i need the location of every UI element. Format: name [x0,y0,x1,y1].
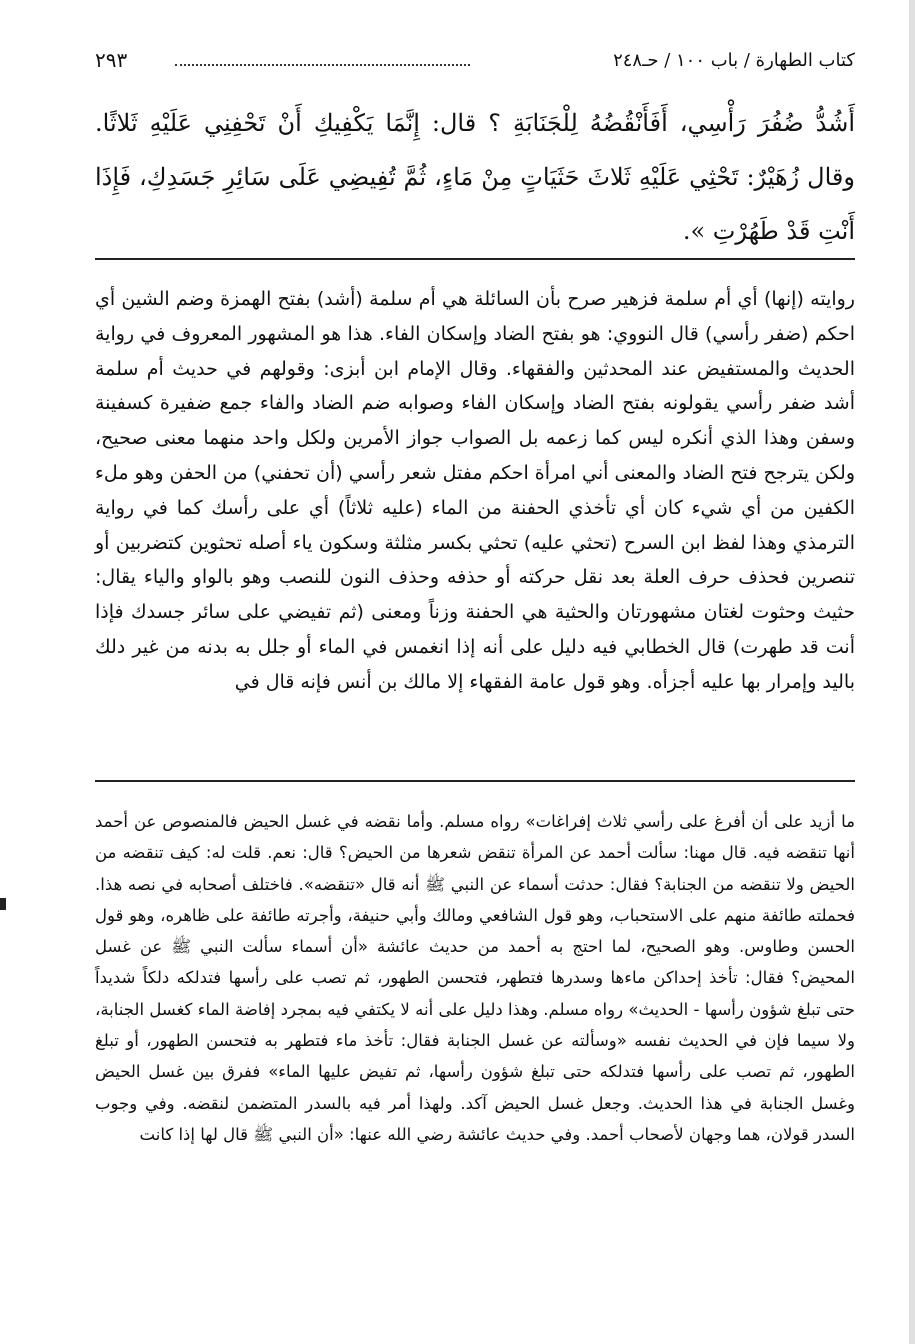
scan-margin-mark [0,898,6,910]
divider-rule-1 [95,258,855,260]
hadith-text: أَشُدُّ ضُفُرَ رَأْسِي، أَفَأَنْقُضُهُ لِلْجَنَابَةِ ؟ قال: إِنَّمَا يَكْفِيكِ أَنْ تَحْفِنِي عَلَيْهِ ثَلاثًا. وقال زُهَيْرٌ: تَحْثِي عَلَيْهِ ثَلاثَ حَثَيَاتٍ مِنْ مَاءٍ، ثُمَّ تُفِيضِي عَلَى سَائِرِ جَسَدِكِ، فَإِذَا أَنْتِ قَدْ طَهُرْتِ ». [95,109,855,245]
header-title: كتاب الطهارة / باب ١٠٠ / حـ٢٤٨ [613,50,855,71]
running-header [95,40,855,82]
divider-rule-2 [95,780,855,782]
header-dotted-leader [175,64,470,66]
page-number: ٢٩٣ [95,48,128,72]
commentary-text: روايته (إنها) أي أم سلمة فزهير صرح بأن السائلة هي أم سلمة (أشد) بفتح الهمزة وضم الشين أي احكم (ضفر رأسي) قال النووي: هو بفتح الضاد وإسكان الفاء. هذا هو المشهور المعروف في رواية الحديث والمستفيض عند المحدثين والفقهاء. وقال الإمام ابن أبزى: وقولهم في حديث أم سلمة أشد ضفر رأسي يقولونه بفتح الضاد وإسكان الفاء وصوابه ضم الضاد والفاء جمع ضفيرة كسفينة وسفن وهذا الذي أنكره ليس كما زعمه بل الصواب جواز الأمرين ولكل واحد منهما معنى صحيح، ولكن يترجح فتح الضاد والمعنى أني امرأة احكم مفتل شعر رأسي (أن تحفني) من الحفن وهو ملء الكفين من أي شيء كان أي تأخذي الحفنة من الماء (عليه ثلاثاً) أي على رأسك كما في رواية الترمذي وهذا لفظ ابن السرح (تحثي عليه) تحثي بكسر مثلثة وسكون ياء أصله تحثوين كتضربين أو تنصرين فحذف حرف العلة بعد نقل حركته أو حذفه وحذف النون للنصب وهو بالواو والياء يقال: حثيث وحثوت لغتان مشهورتان والحثية هي الحفنة وزناً ومعنى (ثم تفيضي على سائر جسدك فإذا أنت قد طهرت) قال الخطابي فيه دليل على أنه إذا انغمس في الماء أو جلل به بدنه من غير دلك باليد وإمرار بها عليه أجزأه. وهو قول عامة الفقهاء إلا مالك بن أنس فإنه قال في [95,288,855,693]
scan-page-edge [909,0,915,1344]
footnote-text: ما أزيد على أن أفرغ على رأسي ثلاث إفراغات» رواه مسلم. وأما نقضه في غسل الحيض فالمنصوص عن أحمد أنها تنقضه فيه. قال مهنا: سألت أحمد عن المرأة تنقض شعرها من الحيض؟ قال: نعم. قلت له: كيف تنقضه من الحيض ولا تنقضه من الجنابة؟ فقال: حدثت أسماء عن النبي ﷺ أنه قال «تنقضه». فاختلف أصحابه في نصه هذا. فحملته طائفة منهم على الاستحباب، وهو قول الشافعي ومالك وأبي حنيفة، وأجرته طائفة على ظاهره، وهو قول الحسن وطاوس. وهو الصحيح، لما احتج به أحمد من حديث عائشة «أن أسماء سألت النبي ﷺ عن غسل المحيض؟ فقال: تأخذ إحداكن ماءها وسدرها فتطهر، فتحسن الطهور، ثم تصب على رأسها فتدلكه دلكاً شديداً حتى تبلغ شؤون رأسها - الحديث» رواه مسلم. وهذا دليل على أنه لا يكتفي فيه بمجرد إفاضة الماء كغسل الجنابة، ولا سيما فإن في الحديث نفسه «وسألته عن غسل الجنابة فقال: تأخذ ماء فتطهر به فتحسن الطهور، أو تبلغ الطهور، ثم تصب على رأسها فتدلكه حتى تبلغ شؤون رأسها، ثم تفيض عليها الماء» ففرق بين غسل الحيض وغسل الجنابة في هذا الحديث. وجعل غسل الحيض آكد. ولهذا أمر فيه بالسدر المتضمن لنقضه. وفي وجوب السدر قولان، هما وجهان لأصحاب أحمد. وفي حديث عائشة رضي الله عنها: «أن النبي ﷺ قال لها إذا كانت [95,812,855,1144]
